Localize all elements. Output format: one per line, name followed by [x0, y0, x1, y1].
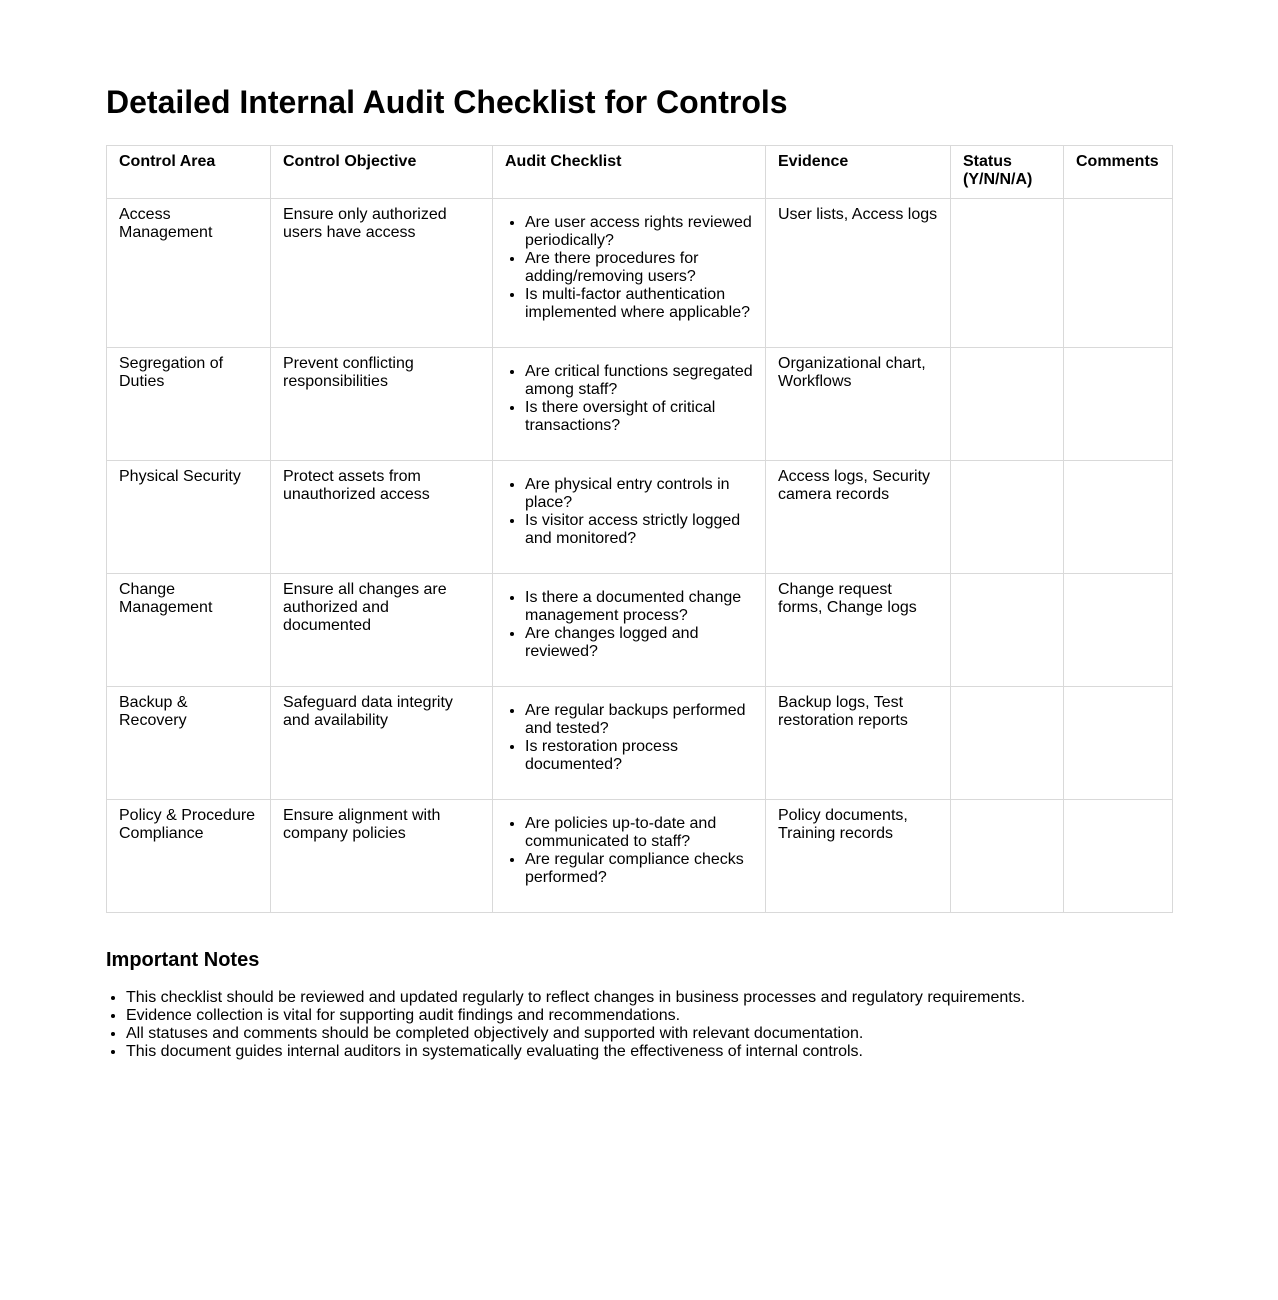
checklist-item: • Are changes logged and reviewed? — [525, 625, 753, 661]
cell-audit-checklist — [493, 348, 766, 461]
table-row — [107, 348, 1173, 461]
cell-comments[interactable] — [1064, 348, 1173, 461]
cell-control-objective: Safeguard data integrity and availability — [271, 687, 493, 800]
cell-audit-checklist — [493, 800, 766, 913]
header-control-area: Control Area — [107, 146, 271, 199]
cell-evidence: Organizational chart, Workflows — [766, 348, 951, 461]
cell-control-area: Physical Security — [107, 461, 271, 574]
cell-control-area: Segregation of Duties — [107, 348, 271, 461]
note-item: • All statuses and comments should be completed objectively and supported with relevant documentation. — [126, 1025, 1172, 1043]
cell-comments[interactable] — [1064, 574, 1173, 687]
header-audit-checklist: Audit Checklist — [493, 146, 766, 199]
checklist-list — [505, 815, 753, 887]
header-control-objective: Control Objective — [271, 146, 493, 199]
cell-status[interactable] — [951, 461, 1064, 574]
cell-comments[interactable] — [1064, 199, 1173, 348]
cell-control-area: Backup & Recovery — [107, 687, 271, 800]
cell-status[interactable] — [951, 800, 1064, 913]
cell-evidence: Change request forms, Change logs — [766, 574, 951, 687]
checklist-item: • Is visitor access strictly logged and monitored? — [525, 512, 753, 548]
cell-status[interactable] — [951, 687, 1064, 800]
checklist-item: • Is there a documented change management process? — [525, 589, 753, 625]
checklist-list — [505, 476, 753, 548]
cell-status[interactable] — [951, 348, 1064, 461]
note-item: • This checklist should be reviewed and updated regularly to reflect changes in business processes and regulatory requirements. — [126, 989, 1172, 1007]
table-row — [107, 687, 1173, 800]
cell-evidence: Backup logs, Test restoration reports — [766, 687, 951, 800]
cell-audit-checklist — [493, 461, 766, 574]
cell-audit-checklist — [493, 574, 766, 687]
note-item: • This document guides internal auditors in systematically evaluating the effectiveness of internal controls. — [126, 1043, 1172, 1061]
header-comments: Comments — [1064, 146, 1173, 199]
cell-evidence: Policy documents, Training records — [766, 800, 951, 913]
checklist-item: • Is there oversight of critical transactions? — [525, 399, 753, 435]
checklist-item: • Are there procedures for adding/removing users? — [525, 250, 753, 286]
table-body — [107, 199, 1173, 913]
header-evidence: Evidence — [766, 146, 951, 199]
document-page — [106, 82, 1172, 1061]
cell-control-area: Change Management — [107, 574, 271, 687]
checklist-item: • Is restoration process documented? — [525, 738, 753, 774]
checklist-item: • Are policies up-to-date and communicated to staff? — [525, 815, 753, 851]
cell-evidence: User lists, Access logs — [766, 199, 951, 348]
table-row — [107, 800, 1173, 913]
checklist-item: • Are physical entry controls in place? — [525, 476, 753, 512]
checklist-item: • Are regular backups performed and tested? — [525, 702, 753, 738]
header-status: Status (Y/N/N/A) — [951, 146, 1064, 199]
cell-audit-checklist — [493, 199, 766, 348]
cell-control-objective: Prevent conflicting responsibilities — [271, 348, 493, 461]
checklist-list — [505, 363, 753, 435]
cell-control-objective: Ensure only authorized users have access — [271, 199, 493, 348]
checklist-item: • Is multi-factor authentication implemented where applicable? — [525, 286, 753, 322]
table-row — [107, 199, 1173, 348]
cell-control-objective: Ensure all changes are authorized and documented — [271, 574, 493, 687]
table-header-row — [107, 146, 1173, 199]
checklist-list — [505, 214, 753, 322]
table-header — [107, 146, 1173, 199]
note-item: • Evidence collection is vital for supporting audit findings and recommendations. — [126, 1007, 1172, 1025]
notes-heading: Important Notes — [106, 949, 260, 971]
audit-checklist-table — [106, 145, 1173, 913]
cell-control-objective: Protect assets from unauthorized access — [271, 461, 493, 574]
cell-comments[interactable] — [1064, 800, 1173, 913]
cell-audit-checklist — [493, 687, 766, 800]
checklist-item: • Are regular compliance checks performed? — [525, 851, 753, 887]
cell-comments[interactable] — [1064, 687, 1173, 800]
checklist-item: • Are critical functions segregated among staff? — [525, 363, 753, 399]
cell-control-area: Policy & Procedure Compliance — [107, 800, 271, 913]
cell-status[interactable] — [951, 574, 1064, 687]
cell-control-area: Access Management — [107, 199, 271, 348]
checklist-list — [505, 589, 753, 661]
checklist-list — [505, 702, 753, 774]
cell-comments[interactable] — [1064, 461, 1173, 574]
notes-list — [106, 989, 1172, 1061]
cell-evidence: Access logs, Security camera records — [766, 461, 951, 574]
table-row — [107, 461, 1173, 574]
cell-control-objective: Ensure alignment with company policies — [271, 800, 493, 913]
cell-status[interactable] — [951, 199, 1064, 348]
table-row — [107, 574, 1173, 687]
checklist-item: • Are user access rights reviewed periodically? — [525, 214, 753, 250]
page-title: Detailed Internal Audit Checklist for Controls — [106, 84, 788, 120]
